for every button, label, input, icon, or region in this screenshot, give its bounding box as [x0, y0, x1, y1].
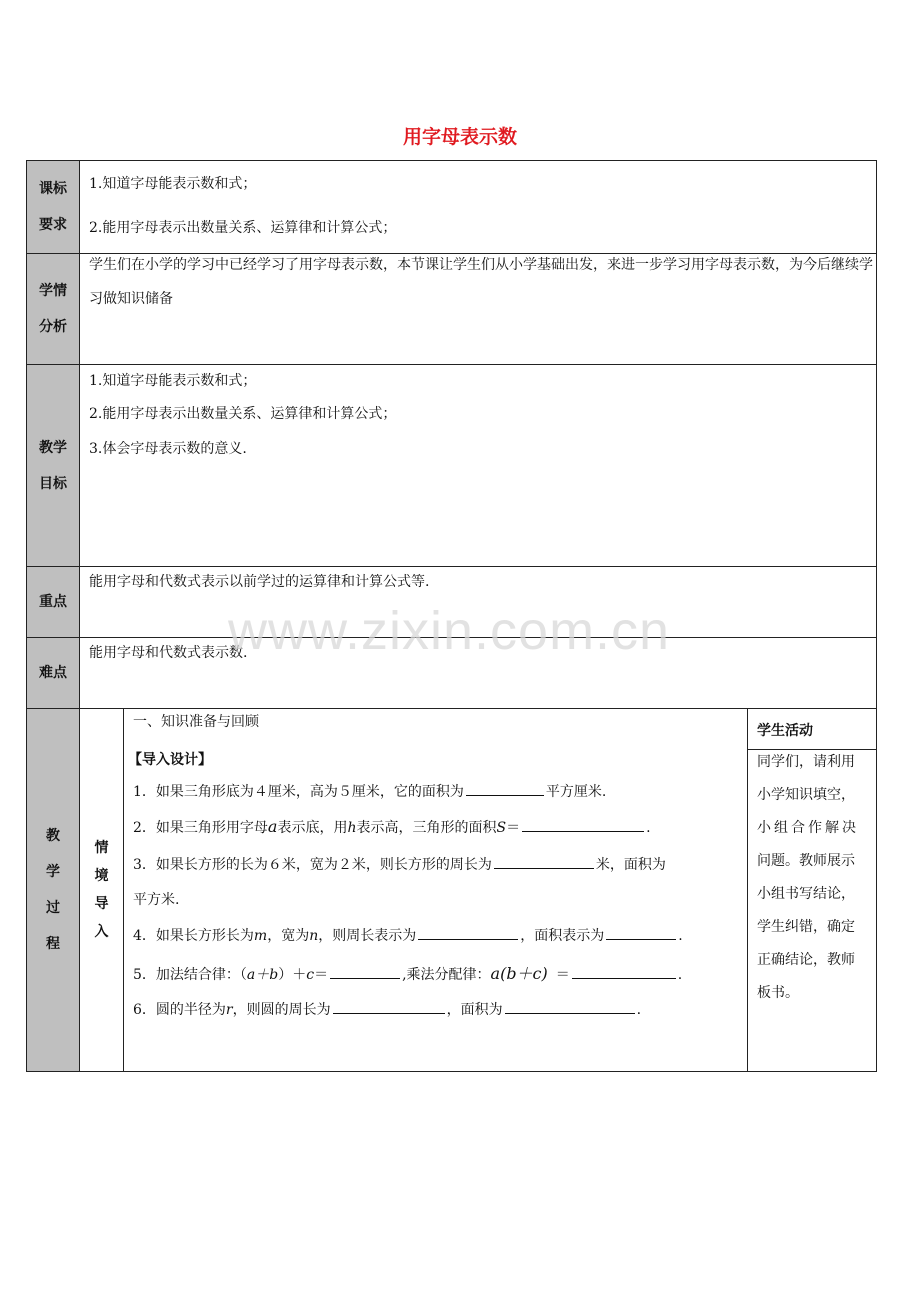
q6-mid2: ，面积为	[446, 1002, 503, 1018]
process-header-char-3: 过	[46, 900, 60, 916]
q1-blank[interactable]	[466, 781, 544, 796]
curriculum-line-1: 1.知道字母能表示数和式；	[89, 176, 257, 192]
q4-mid: ，则周长表示为	[318, 928, 417, 944]
activity-text	[757, 746, 871, 1010]
analysis-cell	[79, 253, 877, 365]
activity-line-1: 同学们，请利用	[757, 754, 855, 770]
question-3	[133, 854, 666, 874]
stage-char-2: 境	[94, 868, 109, 884]
stage-char-1: 情	[94, 840, 109, 856]
goals-header	[26, 364, 80, 567]
activity-title-cell	[747, 708, 877, 750]
goals-line-2: 2.能用字母表示出数量关系、运算律和计算公式；	[89, 406, 397, 422]
q3-text: 3．如果长方形的长为６米，宽为２米，则长方形的周长为	[133, 857, 492, 873]
question-5	[133, 961, 682, 984]
curriculum-header-line-2: 要求	[39, 217, 67, 233]
q3-mid: 米，面积为	[595, 857, 666, 873]
q6-blank-circumference[interactable]	[333, 999, 445, 1014]
curriculum-cell	[79, 160, 877, 254]
process-header	[26, 708, 80, 1072]
activity-cell	[747, 749, 877, 1072]
difficulty-text: 能用字母和代数式表示数.	[89, 645, 248, 661]
q2-mid1: 表示底，用	[277, 820, 348, 836]
question-3-tail: 平方米.	[133, 892, 180, 908]
q2-var-h: h	[347, 820, 357, 836]
q4-mid2: ，面积表示为	[520, 928, 605, 944]
q5-eq2: ＝	[555, 967, 570, 983]
q4-text: 4．如果长方形长为	[133, 928, 254, 944]
q5-text: 5．加法结合律：（	[133, 967, 247, 983]
curriculum-header-line-1: 课标	[39, 181, 67, 197]
activity-title: 学生活动	[757, 723, 813, 739]
q4-c1: ，宽为	[267, 928, 310, 944]
q4-blank-perimeter[interactable]	[418, 925, 518, 940]
design-title: 【导入设计】	[128, 752, 212, 768]
goals-line-1: 1.知道字母能表示数和式；	[89, 373, 257, 389]
q6-mid: ，则圆的周长为	[232, 1002, 331, 1018]
curriculum-line-2: 2.能用字母表示出数量关系、运算律和计算公式；	[89, 220, 397, 236]
analysis-header-line-2: 分析	[39, 319, 67, 335]
q5-blank-assoc[interactable]	[330, 964, 400, 979]
analysis-header	[26, 253, 80, 365]
stage-char-3: 导	[94, 896, 109, 912]
q1-unit: 平方厘米.	[545, 784, 607, 800]
goals-line-3: 3.体会字母表示数的意义.	[89, 441, 247, 457]
q2-var-s: S	[496, 820, 507, 836]
page-title: 用字母表示数	[402, 126, 517, 148]
goals-header-line-2: 目标	[39, 475, 67, 492]
q1-text: 1．如果三角形底为４厘米，高为５厘米，它的面积为	[133, 784, 464, 800]
activity-line-7: 正确结论，教师	[757, 952, 855, 968]
process-header-char-2: 学	[46, 864, 60, 880]
key-text: 能用字母和代数式表示以前学过的运算律和计算公式等.	[89, 574, 430, 590]
q5-blank-distrib[interactable]	[572, 964, 676, 979]
q6-blank-area[interactable]	[505, 999, 635, 1014]
question-6	[133, 999, 641, 1019]
stage-cell	[79, 708, 124, 1072]
watermark: www.zixin.com.cn	[228, 601, 671, 661]
q2-end: .	[646, 820, 651, 836]
q2-text: 2．如果三角形用字母	[133, 820, 268, 836]
q5-expr1: a＋b	[246, 967, 279, 983]
q5-var-c: c	[306, 967, 315, 983]
q5-close: ）＋	[278, 967, 307, 983]
process-header-char-1: 教	[46, 828, 60, 844]
question-2	[133, 817, 651, 837]
q2-blank[interactable]	[522, 817, 644, 832]
q4-end: .	[678, 928, 683, 944]
exercise-cell	[123, 708, 748, 1072]
q5-eq: ＝	[314, 967, 329, 983]
analysis-text: 学生们在小学的学习中已经学习了用字母表示数，本节课让学生们从小学基础出发，来进一步学习用字母表示数，为今后继续学习做知识储备	[89, 257, 873, 307]
activity-line-8: 板书。	[757, 985, 799, 1001]
q5-expr2: a(b＋c)	[490, 964, 548, 983]
question-4	[133, 925, 683, 945]
q3-blank-perimeter[interactable]	[494, 854, 594, 869]
q2-mid2: 表示高，三角形的面积	[356, 820, 497, 836]
q6-var-r: r	[225, 1002, 233, 1018]
q4-var-m: m	[253, 928, 268, 944]
goals-header-line-1: 教学	[39, 439, 67, 456]
activity-line-5: 小组书写结论，	[757, 886, 855, 902]
process-header-char-4: 程	[46, 936, 60, 952]
goals-cell	[79, 364, 877, 567]
stage-char-4: 入	[94, 924, 109, 940]
q5-end: .	[677, 967, 683, 983]
activity-line-4: 问题。教师展示	[757, 853, 855, 869]
activity-line-6: 学生纠错，确定	[757, 919, 855, 935]
question-1	[133, 781, 606, 801]
q4-var-n: n	[309, 928, 319, 944]
key-header: 重点	[26, 566, 80, 638]
q4-blank-area[interactable]	[606, 925, 676, 940]
difficulty-header: 难点	[26, 637, 80, 709]
q6-end: .	[636, 1002, 642, 1018]
activity-line-3: 小组合作解决	[757, 820, 859, 836]
section-title: 一、知识准备与回顾	[133, 714, 259, 730]
q2-eq: ＝	[506, 820, 521, 836]
q2-var-a: a	[267, 817, 278, 836]
curriculum-header	[26, 160, 80, 254]
q6-text: 6．圆的半径为	[133, 1002, 226, 1018]
q5-mid: ,乘法分配律：	[402, 967, 491, 983]
analysis-header-line-1: 学情	[39, 283, 67, 299]
activity-line-2: 小学知识填空，	[757, 787, 855, 803]
